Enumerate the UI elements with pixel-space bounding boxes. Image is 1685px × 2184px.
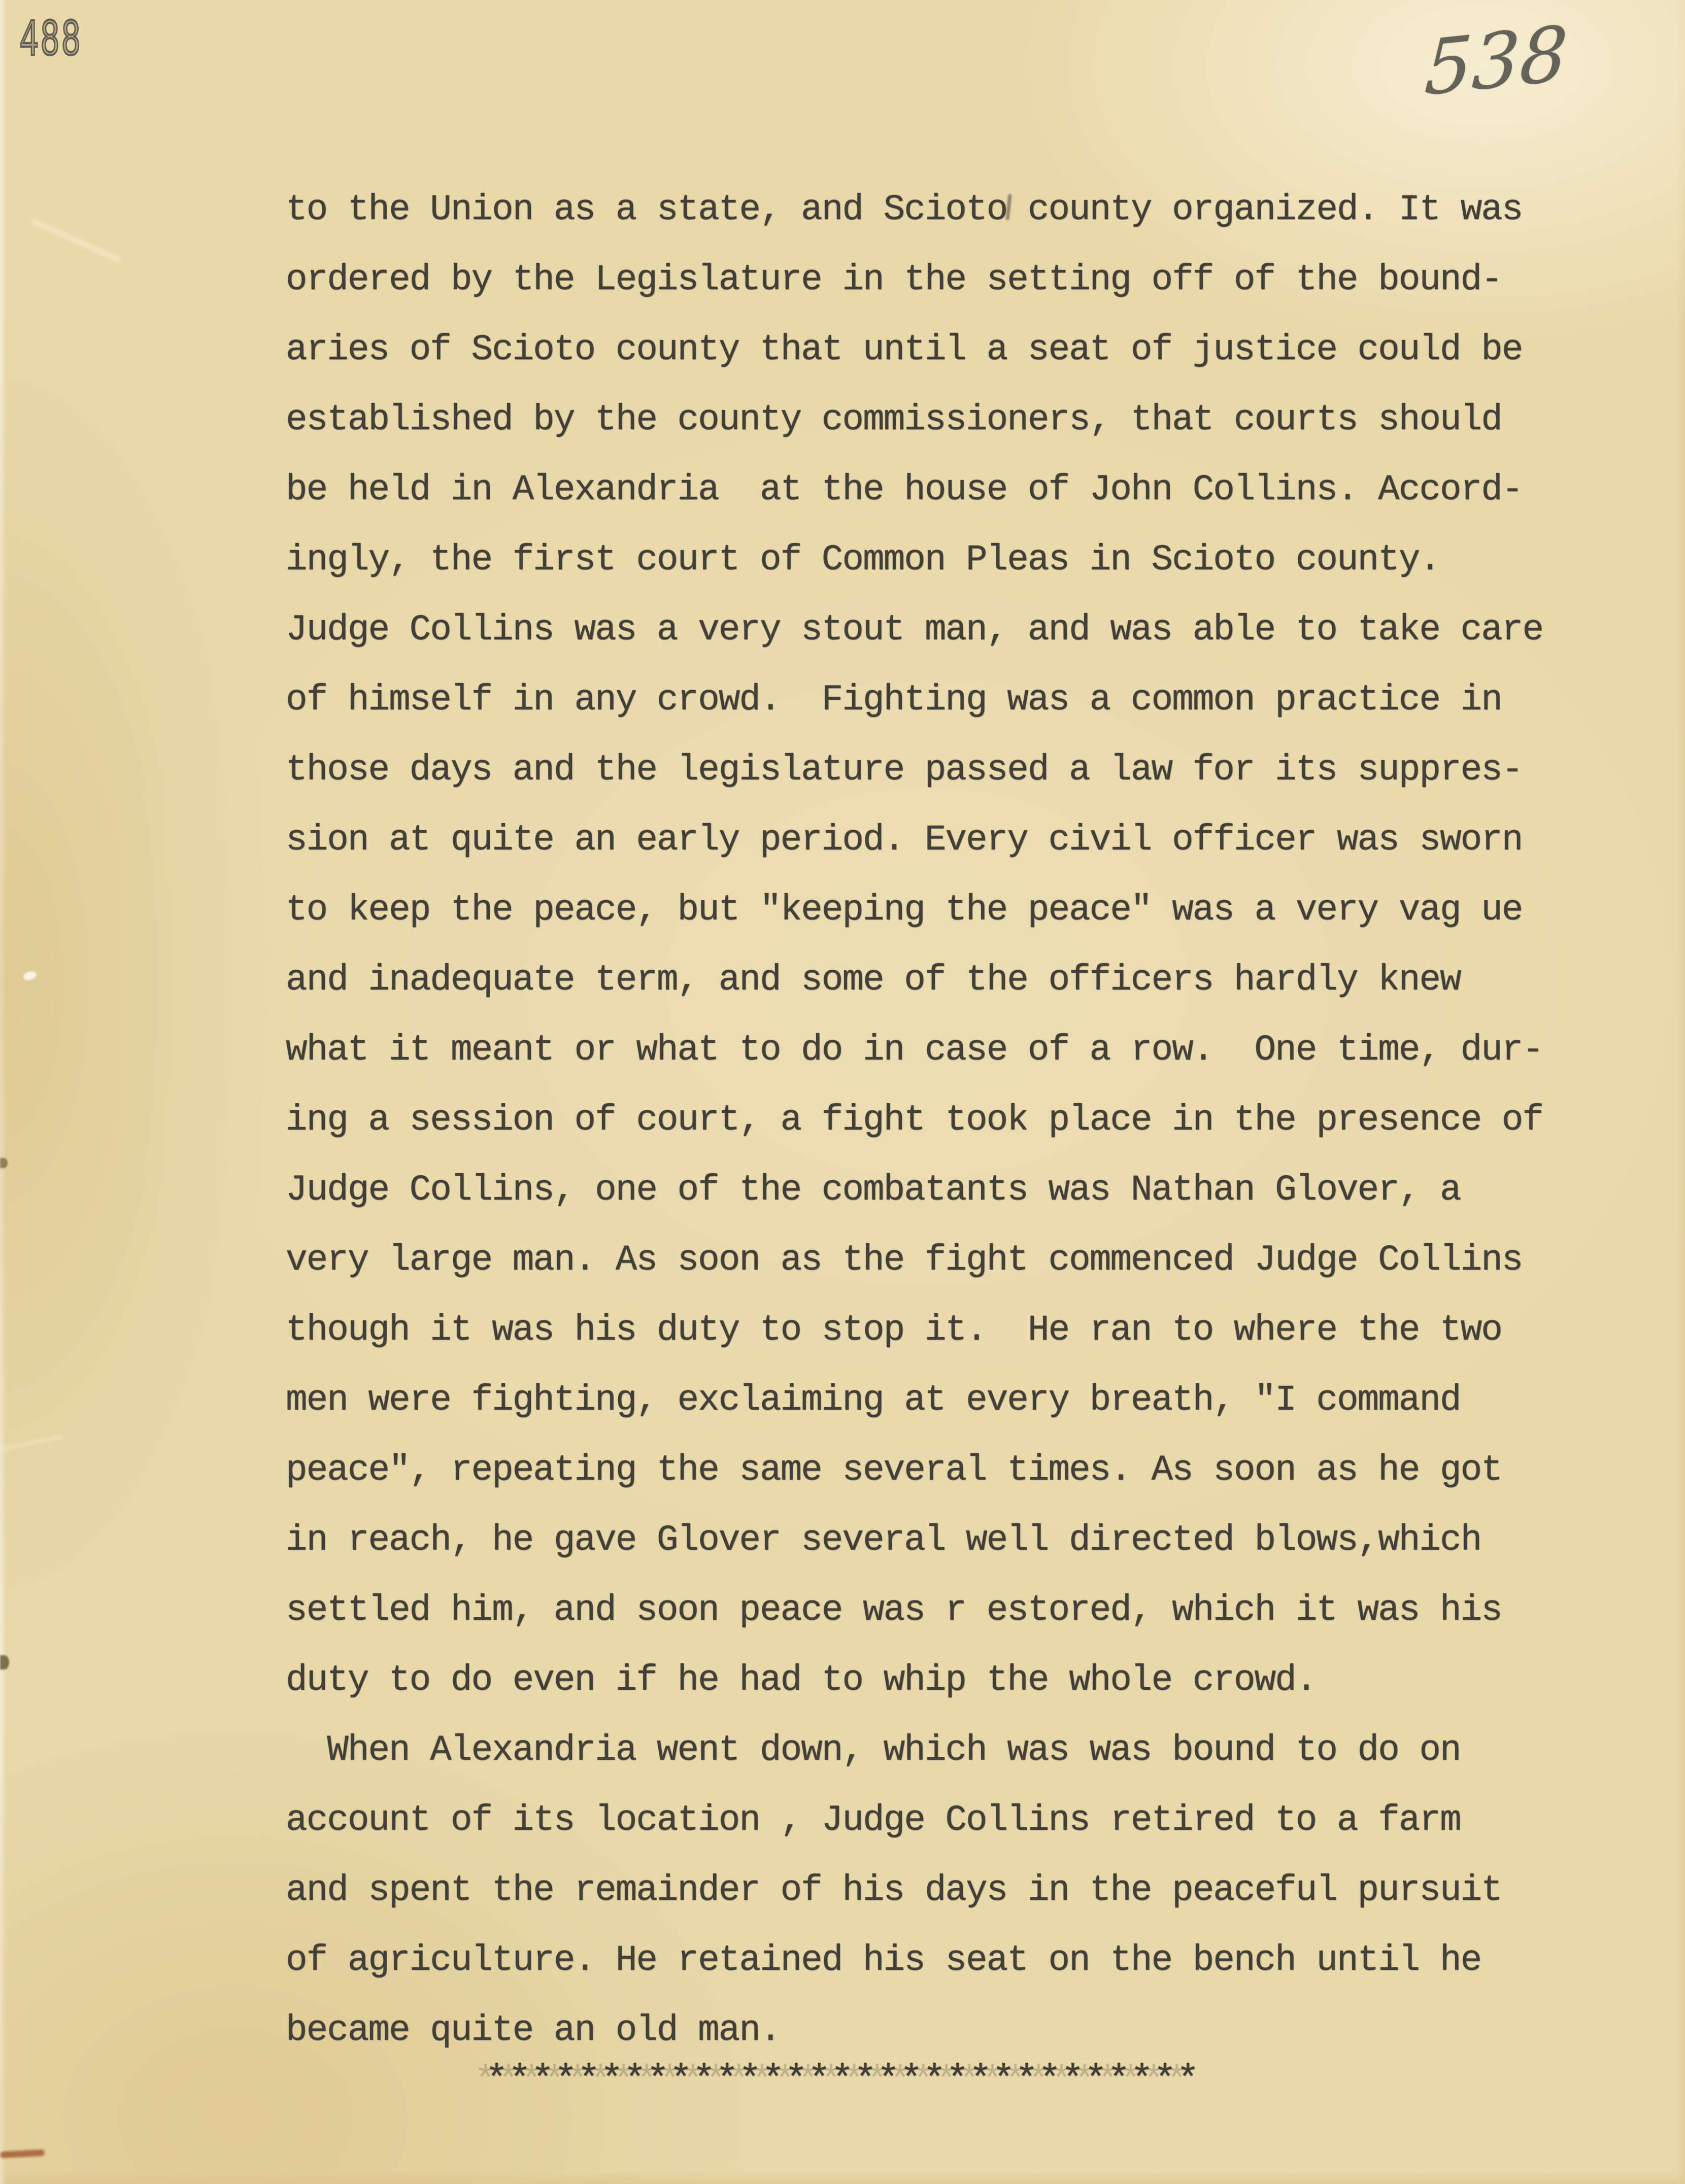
text-line: peace", repeating the same several times. As soon as he got [286, 1450, 1502, 1491]
text-line: duty to do even if he had to whip the whole crowd. [286, 1660, 1317, 1701]
text-line: Judge Collins, one of the combatants was Nathan Glover, a [286, 1170, 1461, 1211]
text-line: those days and the legislature passed a law for its suppres- [286, 750, 1523, 791]
text-line: very large man. As soon as the fight commenced Judge Collins [286, 1240, 1523, 1281]
text-line: and inadequate term, and some of the officers hardly knew [286, 960, 1461, 1001]
text-line: what it meant or what to do in case of a row. One time, dur- [286, 1030, 1543, 1071]
text-line: ordered by the Legislature in the setting off of the bound- [286, 260, 1502, 300]
page-number-stamp: 488 [19, 11, 82, 71]
text-line: When Alexandria went down, which was was bound to do on [286, 1730, 1461, 1771]
text-line: and spent the remainder of his days in the peaceful pursuit [286, 1870, 1502, 1911]
text-line: Judge Collins was a very stout man, and was able to take care [286, 610, 1543, 651]
text-line: ing a session of court, a fight took place in the presence of [286, 1100, 1543, 1141]
text-line: account of its location , Judge Collins retired to a farm [286, 1800, 1461, 1841]
text-line: of himself in any crowd. Fighting was a common practice in [286, 680, 1502, 721]
text-line: in reach, he gave Glover several well directed blows,which [286, 1520, 1481, 1561]
text-line: men were fighting, exclaiming at every breath, "I command [286, 1380, 1461, 1421]
asterisk-divider: ******************************* [485, 2059, 1200, 2102]
text-line: to the Union as a state, and Scioto county organized. It was [286, 190, 1523, 230]
text-line: aries of Scioto county that until a seat of justice could be [286, 330, 1523, 370]
typewritten-text [286, 175, 1543, 2136]
text-line: be held in Alexandria at the house of John Collins. Accord- [286, 470, 1523, 510]
text-line: sion at quite an early period. Every civil officer was sworn [286, 820, 1523, 861]
text-line: of agriculture. He retained his seat on the bench until he [286, 1940, 1481, 1981]
text-line: became quite an old man. [286, 2010, 781, 2051]
edge-speck [0, 1158, 8, 1168]
text-line: though it was his duty to stop it. He ran to where the two [286, 1310, 1502, 1351]
text-line: to keep the peace, but "keeping the peace" was a very vag ue [286, 890, 1523, 931]
handwritten-page-number: 538 [1422, 9, 1570, 113]
text-line: established by the county commissioners, that courts should [286, 400, 1502, 440]
text-line: ingly, the first court of Common Pleas in Scioto county. [286, 540, 1440, 581]
edge-speck [0, 1655, 9, 1669]
text-line: settled him, and soon peace was r estored, which it was his [286, 1590, 1502, 1631]
